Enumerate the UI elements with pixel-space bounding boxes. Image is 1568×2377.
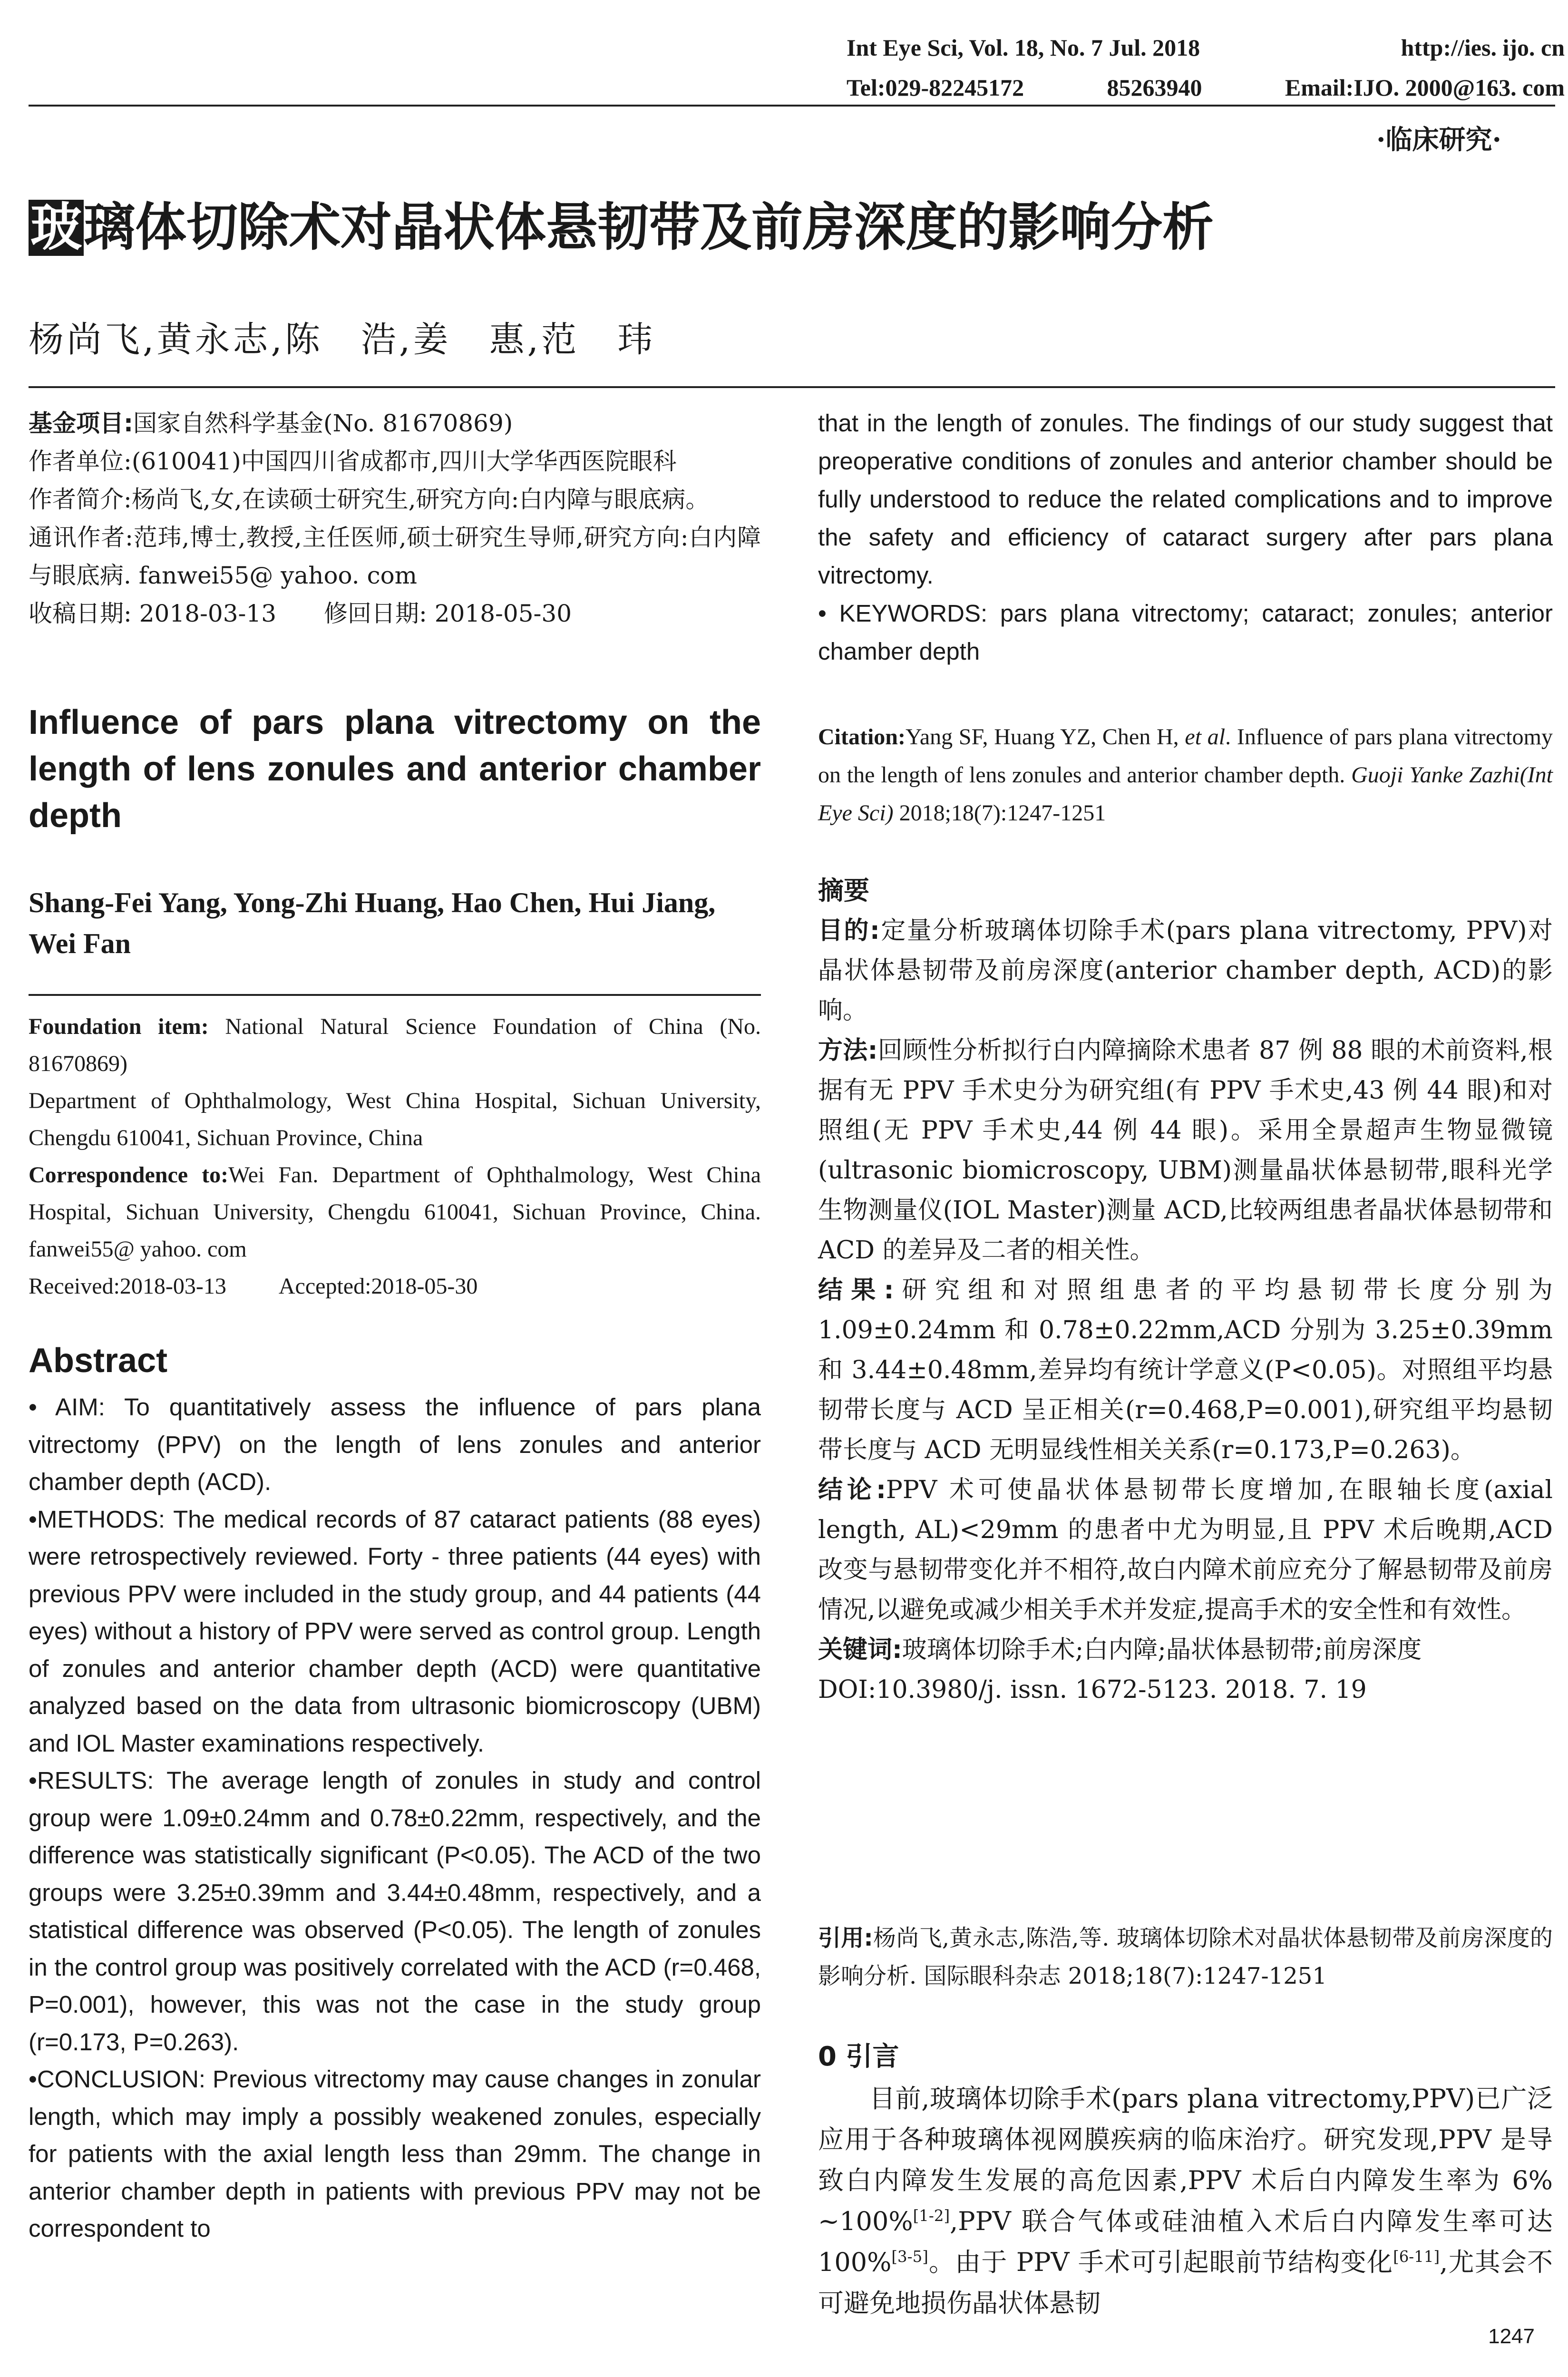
- doi[interactable]: DOI:10.3980/j. issn. 1672-5123. 2018. 7. 19: [818, 1676, 1367, 1704]
- abstract-conclusion-end: that in the length of zonules. The findings of our study suggest that preoperative conditions of zonules and anterior chamber should be fully understood to reduce the related complications and to improve the safety and efficiency of cataract surgery after pars plana vitrectomy.: [818, 409, 1553, 589]
- authors-en: Shang-Fei Yang, Yong-Zhi Huang, Hao Chen, Hui Jiang, Wei Fan: [29, 887, 716, 959]
- journal-header: [847, 28, 1565, 107]
- abstract-cn-results: 结果:研究组和对照组患者的平均悬韧带长度分别为 1.09±0.24mm 和 0.78±0.22mm,ACD 分别为 3.25±0.39mm 和 3.44±0.48mm,差异均有统计学意义(P<0.05)。对照组平均悬韧带长度与 ACD 呈正相关(r=0.468,P=0.001),研究组平均悬韧带长度与 ACD 无明显线性相关关系(r=0.173,P=0.263)。: [818, 1276, 1553, 1464]
- title-first-character: 玻: [29, 200, 84, 256]
- department-en: Department of Ophthalmology, West China Hospital, Sichuan University, Chengdu 610041, Sichuan Province, China: [29, 1088, 761, 1150]
- correspondence-cn: 通讯作者:范玮,博士,教授,主任医师,硕士研究生导师,研究方向:白内障与眼底病. fanwei55@ yahoo. com: [29, 524, 761, 589]
- reference-2[interactable]: [3-5]: [891, 2248, 928, 2266]
- abstract-conclusion-start: •CONCLUSION: Previous vitrectomy may cause changes in zonular length, which may imply a possibly weakened zonules, especially for patients with the axial length less than 29mm. The change in anterior chamber depth in patients with previous PPV may not be correspondent to: [29, 2065, 761, 2242]
- intro-body: [818, 2078, 1553, 2324]
- abstract-methods: •METHODS: The medical records of 87 cataract patients (88 eyes) were retrospectively reviewed. Forty - three patients (44 eyes) with previous PPV were included in the study group, and 44 patients (44 eyes) without a history of PPV were served as control group. Length of zonules and anterior chamber depth (ACD) were quantitative analyzed based on the data from ultrasonic biomicroscopy (UBM) and IOL Master examinations respectively.: [29, 1505, 761, 1757]
- abstract-results: •RESULTS: The average length of zonules in study and control group were 1.09±0.24mm and 0.78±0.22mm, respectively, and the difference was statistically significant (P<0.05). The ACD of the two groups were 3.25±0.39mm and 3.44±0.48mm, respectively, and a statistical difference was observed (P<0.05). The length of zonules in the control group was positively correlated with the ACD (r=0.468, P=0.001), however, this was not the case in the study group (r=0.173, P=0.263).: [29, 1767, 761, 2056]
- dates-cn: 收稿日期: 2018-03-13 修回日期: 2018-05-30: [29, 600, 572, 627]
- correspondence-en: Correspondence to:Wei Fan. Department of Ophthalmology, West China Hospital, Sichuan University, Chengdu 610041, Sichuan Province, China. fanwei55@ yahoo. com: [29, 1162, 761, 1262]
- article-title-en: Influence of pars plana vitrectomy on the length of lens zonules and anterior chamber depth: [29, 703, 761, 835]
- abstract-cn-aim: 目的:定量分析玻璃体切除手术(pars plana vitrectomy, PPV)对晶状体悬韧带及前房深度(anterior chamber depth, ACD)的影响。: [818, 916, 1553, 1025]
- abstract-heading: Abstract: [29, 1342, 168, 1380]
- abstract-cn-heading: 摘要: [818, 876, 869, 906]
- journal-website[interactable]: http://ies. ijo. cn: [1401, 34, 1565, 61]
- journal-citation-line: Int Eye Sci, Vol. 18, No. 7 Jul. 2018: [847, 34, 1200, 61]
- intro-heading: 0 引言: [818, 2041, 899, 2072]
- intro-paragraph: 目前,玻璃体切除手术(pars plana vitrectomy,PPV)已广泛应用于各种玻璃体视网膜疾病的临床治疗。研究发现,PPV 是导致白内障发生发展的高危因素,PPV 术后白内障发生率为 6% ~100%[1-2],PPV 联合气体或硅油植入术后白内障发生率可达 100%[3-5]。由于 PPV 手术可引起眼前节结构变化[6-11],尤其会不可避免地损伤晶状体悬韧: [818, 2084, 1553, 2318]
- affiliation-cn: 作者单位:(610041)中国四川省成都市,四川大学华西医院眼科: [29, 448, 677, 475]
- foundation-en: Foundation item: National Natural Science Foundation of China (No. 81670869): [29, 1014, 761, 1076]
- abstract-cn-methods: 方法:回顾性分析拟行白内障摘除术患者 87 例 88 眼的术前资料,根据有无 PPV 手术史分为研究组(有 PPV 手术史,43 例 44 眼)和对照组(无 PPV 手术史,44 例 44 眼)。采用全景超声生物显微镜(ultrasonic biomicroscopy, UBM)测量晶状体悬韧带,眼科光学生物测量仪(IOL Master)测量 ACD,比较两组患者晶状体悬韧带和 ACD 的差异及二者的相关性。: [818, 1036, 1553, 1265]
- title-text: 璃体切除术对晶状体悬韧带及前房深度的影响分析: [84, 198, 1214, 257]
- reference-1[interactable]: [1-2]: [913, 2207, 950, 2225]
- abstract-keywords: • KEYWORDS: pars plana vitrectomy; cataract; zonules; anterior chamber depth: [818, 600, 1553, 665]
- authors-cn: 杨尚飞,黄永志,陈 浩,姜 惠,范 玮: [29, 319, 656, 360]
- citation-en: Citation:Yang SF, Huang YZ, Chen H, et al. Influence of pars plana vitrectomy on the length of lens zonules and anterior chamber depth. Guoji Yanke Zazhi(Int Eye Sci) 2018;18(7):1247-1251: [818, 724, 1553, 826]
- citation-cn-label: 引用:: [818, 1925, 873, 1951]
- abstract-en-continued: [818, 404, 1553, 671]
- header-divider: [29, 105, 1555, 107]
- column-label: ·临床研究·: [1376, 124, 1501, 156]
- page-number: 1247: [1488, 2325, 1535, 2348]
- abstract-cn: [818, 911, 1553, 1710]
- title-divider: [29, 386, 1555, 388]
- citation-label: Citation:: [818, 724, 906, 750]
- journal-telephone: Tel:029-82245172: [847, 74, 1024, 101]
- article-info-en: [29, 1008, 761, 1305]
- article-info-cn: [29, 404, 761, 633]
- abstract-aim: • AIM: To quantitatively assess the influence of pars plana vitrectomy (PPV) on the length of lens zonules and anterior chamber depth (ACD).: [29, 1393, 761, 1495]
- citation-cn: 引用:杨尚飞,黄永志,陈浩,等. 玻璃体切除术对晶状体悬韧带及前房深度的影响分析. 国际眼科杂志 2018;18(7):1247-1251: [818, 1925, 1553, 1989]
- abstract-cn-keywords: 关键词:玻璃体切除手术;白内障;晶状体悬韧带;前房深度: [818, 1636, 1422, 1664]
- reference-3[interactable]: [6-11]: [1393, 2248, 1440, 2266]
- journal-email[interactable]: Email:IJO. 2000@163. com: [1285, 74, 1565, 101]
- abstract-en: [29, 1389, 761, 2248]
- abstract-cn-conclusion: 结论:PPV 术可使晶状体悬韧带长度增加,在眼轴长度(axial length, AL)<29mm 的患者中尤为明显,且 PPV 术后晚期,ACD 改变与悬韧带变化并不相符,故白内障术前应充分了解悬韧带及前房情况,以避免或减少相关手术并发症,提高手术的安全性和有效性。: [818, 1476, 1553, 1624]
- foundation-cn: 基金项目:国家自然科学基金(No. 81670869): [29, 409, 513, 437]
- authors-divider: [29, 994, 761, 996]
- article-title-cn: [29, 200, 1214, 256]
- dates-en: Received:2018-03-13 Accepted:2018-05-30: [29, 1274, 478, 1299]
- author-profile-cn: 作者简介:杨尚飞,女,在读硕士研究生,研究方向:白内障与眼底病。: [29, 486, 710, 513]
- journal-telephone-2: 85263940: [1107, 74, 1202, 101]
